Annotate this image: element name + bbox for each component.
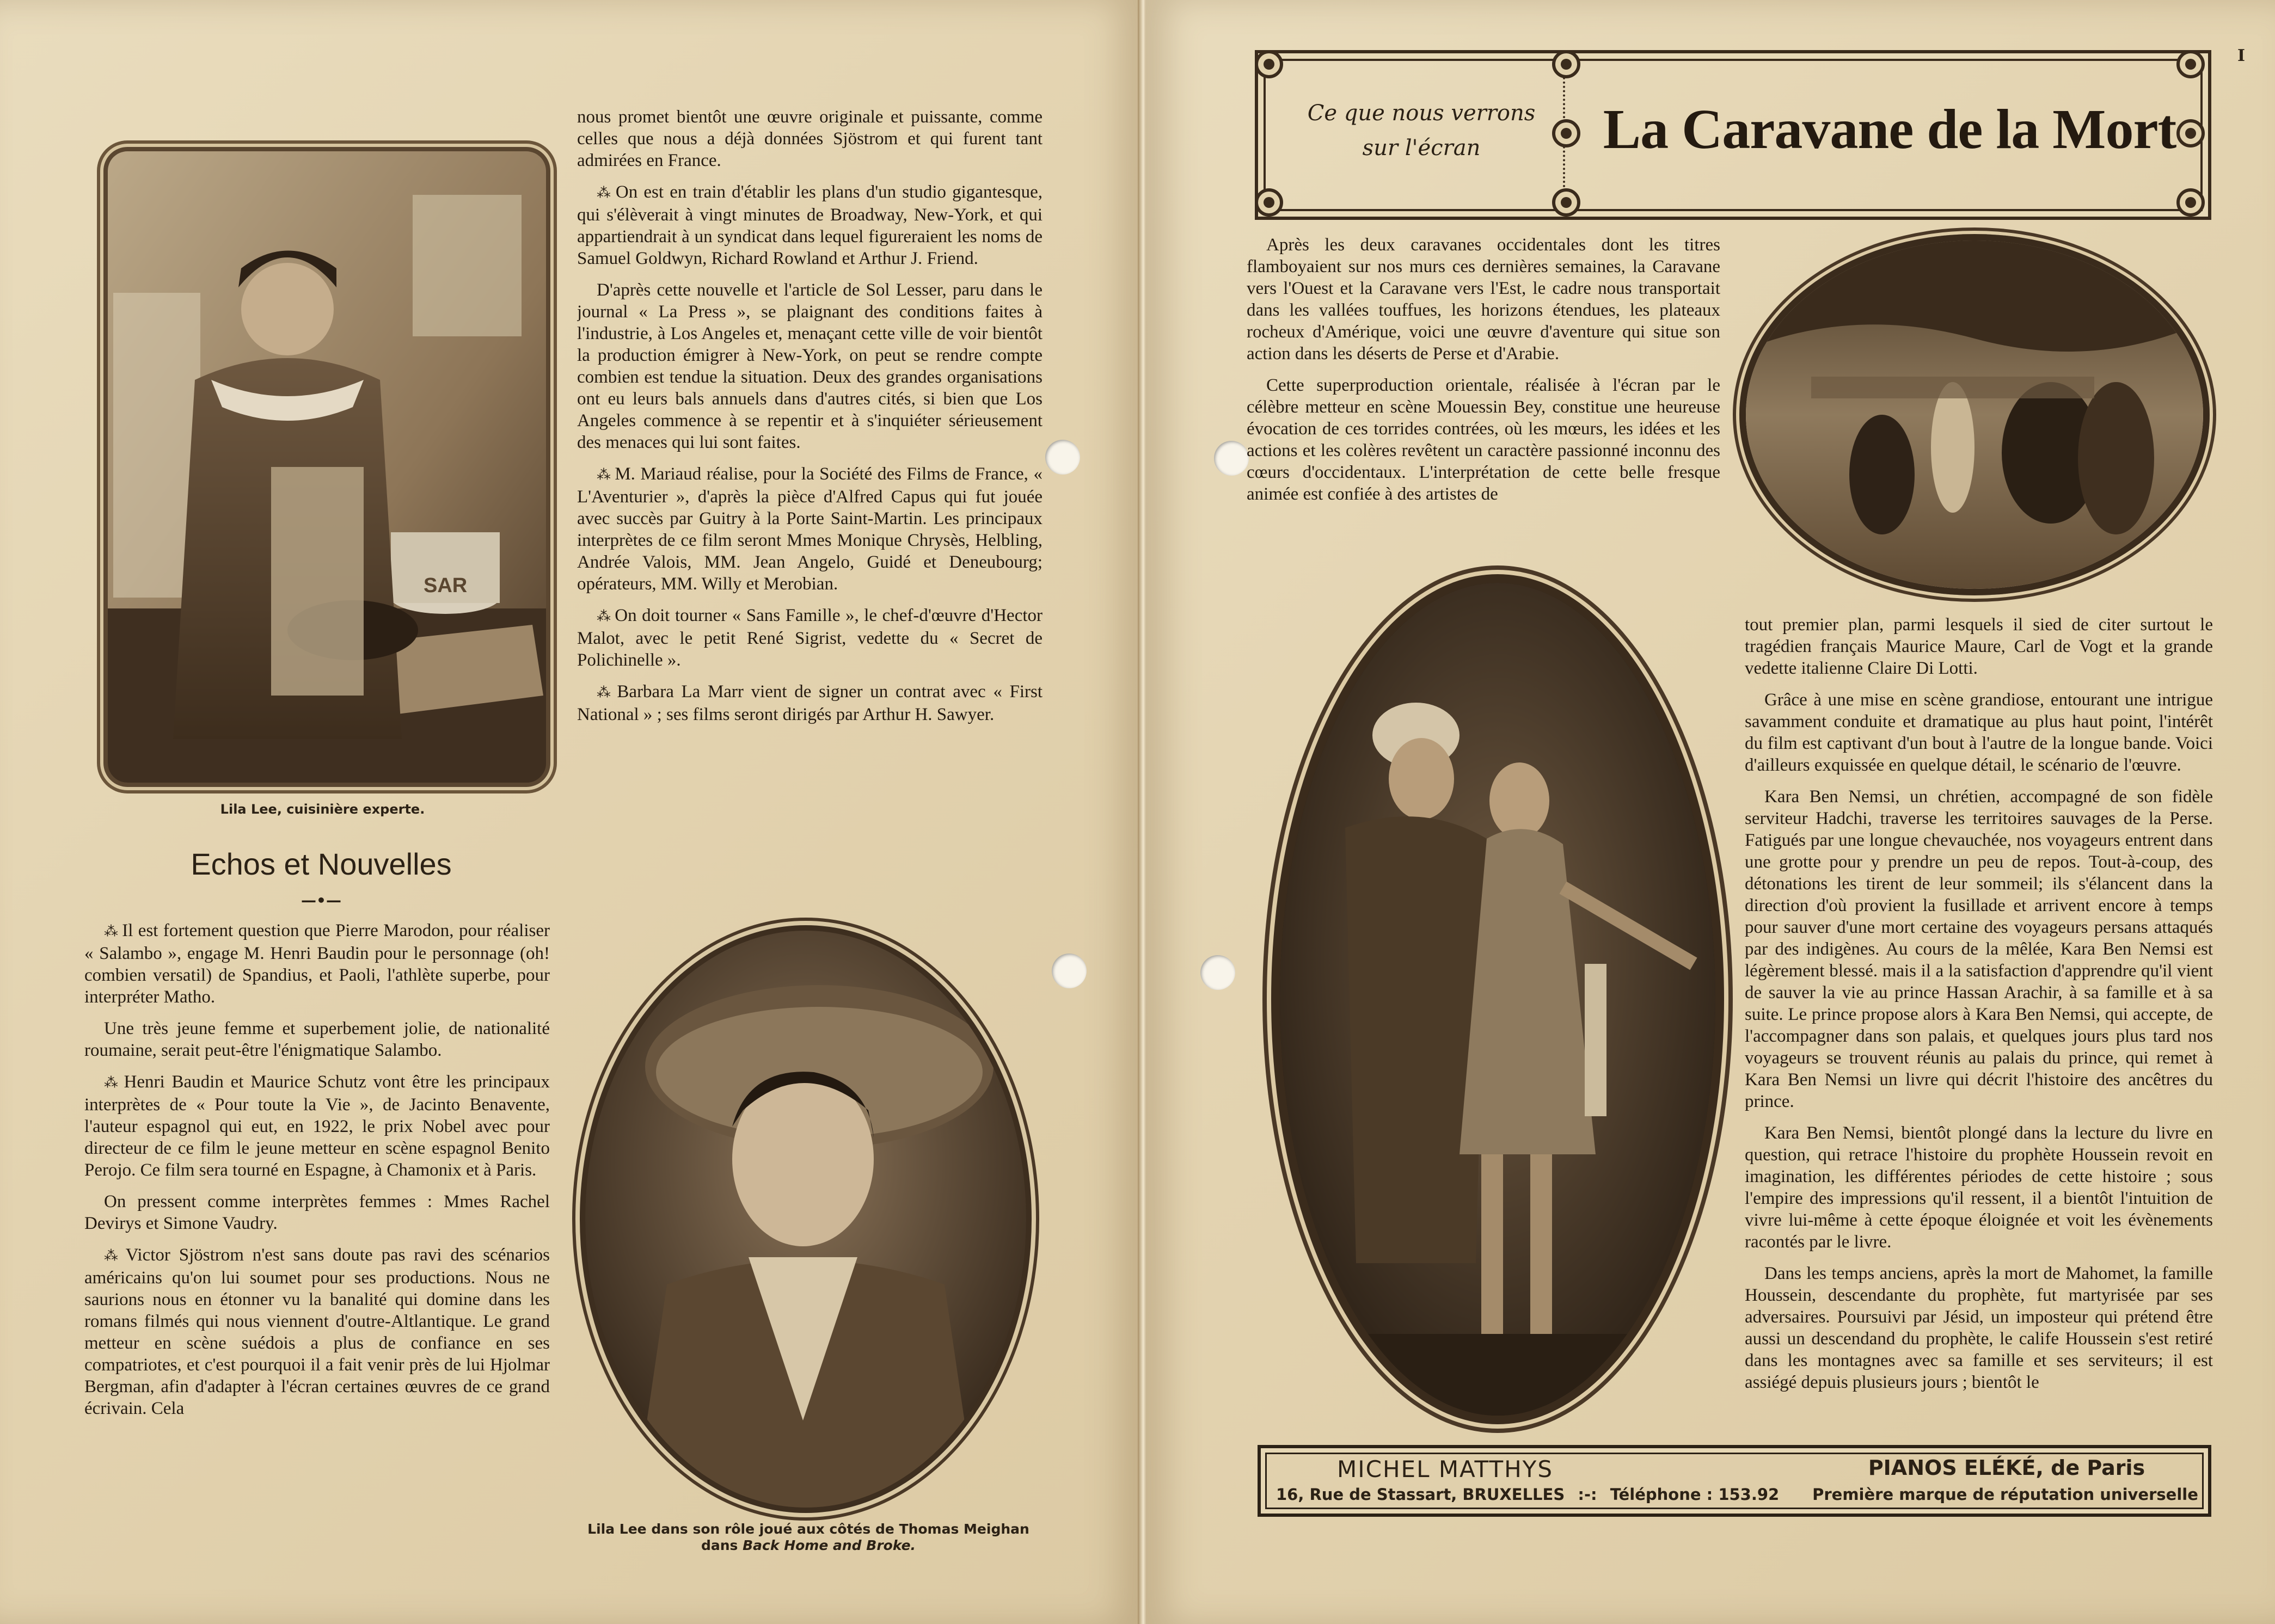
rosette-ornament — [2176, 50, 2205, 78]
punch-hole — [1045, 440, 1080, 475]
paragraph — [577, 106, 1043, 171]
asterism-icon: ⁂ — [597, 185, 611, 201]
paragraph — [577, 279, 1043, 453]
rosette-ornament — [1552, 50, 1580, 78]
paragraph-text: Dans les temps anciens, après la mort de Mahomet, la famille Houssein, descendante du prophète, fut martyrisée par ses adversaires. Poursuivi par Jésid, un imposteur qui prétend être aussi un descendand du prophète, le calife Houssein s'est retiré dans les montagnes avec sa famille et ses serviteurs; il est assiégé depuis plusieurs jours ; bientôt le — [1745, 1264, 2213, 1392]
paragraph — [84, 1191, 550, 1234]
asterism-icon: ⁂ — [597, 467, 611, 483]
paragraph — [577, 181, 1043, 269]
header-kicker-line1: Ce que nous verrons — [1307, 101, 1536, 126]
paragraph-text: Kara Ben Nemsi, un chrétien, accompagné de son fidèle serviteur Hadchi, traverse les territoires sauvages de la Perse. Fatigués par une longue chevauchée, nos voyageurs entrent dans une grotte pour y prendre un peu de repos. Tout-à-coup, des détonations les tirent de leur sommeil; ils s'élancent dans la direction d'où provient la fusillade et arrivent encore à temps pour sauver d'une mort certaine des voyageurs persans attaqués par des indigènes. Au cours de la mêlée, Kara Ben Nemsi est légèrement blessé. mais il a la satisfaction d'apprendre qu'il vient de sauver la vie au prince Hassan Arachir, à sa famille et à sa suite. Le prince propose alors à Kara Ben Nemsi, qui accepte, de l'accompagner dans son palais, et quelques jours plus tard nos voyageurs se trouvent réunis au palais du prince, qui remet à Kara Ben Nemsi un livre qui décrit l'histoire des ancêtres du prince. — [1745, 787, 2213, 1111]
rosette-ornament — [2176, 119, 2205, 147]
paragraph — [1745, 786, 2213, 1112]
ad-phone: Téléphone : 153.92 — [1610, 1485, 1780, 1504]
paragraph-text: Kara Ben Nemsi, bientôt plongé dans la lecture du livre en question, qui retrace l'histoire du prophète Houssein revoit en imagination, les différentes périodes de cette histoire ; sous l'empire des impressions qu'il ressent, il a bientôt l'intuition de vivre lui-même à cette époque éloignée et voit les évènements racontés par le livre. — [1745, 1123, 2213, 1252]
punch-hole — [1052, 954, 1087, 988]
asterism-icon: ⁂ — [104, 1075, 120, 1091]
photo1-caption: Lila Lee, cuisinière experte. — [220, 802, 425, 817]
paragraph-text: Victor Sjöstrom n'est sans doute pas ravi des scénarios américains qu'on lui soumet pour ses productions. Nous ne saurions nous en étonner vu la banalité qui domine dans les romans filmés qui nous viennent d'outre-Altlantique. Le grand metteur en scène suédois a plus de confiance en ses compatriotes, et c'est pourquoi il a fait venir près de lui Hjolmar Bergman, afin d'adapter à l'écran certaines œuvres de ce grand écrivain. Cela — [84, 1245, 550, 1418]
paragraph-text: nous promet bientôt une œuvre originale et puissante, comme celles que nous a déjà données Sjöstrom et qui furent tant admirées en France. — [577, 107, 1043, 170]
paragraph-text: Grâce à une mise en scène grandiose, entourant une intrigue savamment conduite et dramatique au plus haut point, l'intérêt du film est captivant d'un bout à l'autre de la longue bande. Voici d'ailleurs exquissée en quelque détail, le scénario de l'œuvre. — [1745, 690, 2213, 775]
asterism-icon: ⁂ — [597, 685, 613, 700]
paragraph — [84, 920, 550, 1008]
photo-caravan-scene — [1739, 234, 2210, 595]
photo-lila-lee-kitchen — [103, 147, 550, 787]
ad-address: 16, Rue de Stassart, BRUXELLES — [1276, 1485, 1565, 1504]
paragraph — [84, 1071, 550, 1181]
echos-column-2 — [577, 106, 1043, 895]
article-title: La Caravane de la Mort — [1603, 98, 2176, 161]
paragraph-text: On doit tourner « Sans Famille », le chef-d'œuvre d'Hector Malot, avec le petit René Sigrist, vedette du « Secret de Polichinelle ». — [577, 606, 1043, 670]
advertisement-box — [1258, 1445, 2211, 1517]
paragraph-text: Après les deux caravanes occidentales dont les titres flamboyaient sur nos murs ces dernières semaines, la Caravane vers l'Ouest et la Caravane vers l'Est, le cadre nous transportait dans les vallées touffues, les horizons étendues, les plateaux rocheux d'Amérique, voici une œuvre d'aventure qui situe son action dans les déserts de Perse et d'Arabie. — [1247, 235, 1720, 364]
asterism-icon: ⁂ — [104, 1248, 121, 1264]
ad-tagline: Première marque de réputation universelle — [1812, 1485, 2198, 1504]
header-kicker-line2: sur l'écran — [1362, 136, 1481, 161]
photo2-caption-line1: Lila Lee dans son rôle joué aux côtés de Thomas Meighan — [587, 1521, 1029, 1537]
article-main-column — [1745, 614, 2213, 1436]
photo-dancer-scene — [1271, 574, 1724, 1424]
paragraph-text: tout premier plan, parmi lesquels il sied de citer surtout le tragédien français Maurice Maure, Carl de Vogt et la grande vedette italienne Claire Di Lotti. — [1745, 615, 2213, 678]
photo-lila-lee-portrait — [580, 925, 1032, 1513]
photo2-caption-prefix: dans — [701, 1537, 743, 1553]
page-mark: I — [2237, 46, 2246, 65]
paragraph-text: Henri Baudin et Maurice Schutz vont être les principaux interprètes de « Pour toute la Vie », de Jacinto Benavente, l'auteur espagnol qui eut, en 1922, le prix Nobel avec pour directeur de ce film le jeune metteur en scène espagnol Benito Perojo. Ce film sera tourné en Espagne, à Chamonix et à Paris. — [84, 1072, 550, 1180]
paragraph — [577, 605, 1043, 671]
echos-ornament: —•— — [301, 891, 341, 909]
punch-hole — [1214, 441, 1249, 476]
article-intro-column — [1247, 234, 1720, 550]
echos-column-1 — [84, 920, 550, 1546]
paragraph-text: On pressent comme interprètes femmes : Mmes Rachel Devirys et Simone Vaudry. — [84, 1192, 550, 1233]
portrait-photo-image — [585, 931, 1026, 1508]
ad-separator: :-: — [1578, 1485, 1597, 1504]
jar-label: SAR — [424, 574, 468, 597]
paragraph — [1247, 234, 1720, 365]
dancer-photo-image — [1280, 583, 1715, 1416]
paragraph — [84, 1244, 550, 1419]
rosette-ornament — [1255, 50, 1283, 78]
rosette-ornament — [1255, 188, 1283, 217]
paragraph — [1745, 1122, 2213, 1253]
paragraph — [84, 1018, 550, 1061]
asterism-icon: ⁂ — [104, 924, 118, 939]
rosette-ornament — [1552, 119, 1580, 147]
photo2-caption-film-title: Back Home and Broke. — [743, 1537, 916, 1553]
paragraph — [1745, 614, 2213, 679]
caravan-photo-image — [1746, 241, 2203, 589]
paragraph-text: Il est fortement question que Pierre Marodon, pour réaliser « Salambo », engage M. Henri Baudin pour le personnage (oh! combien versatil) de Spandius, et Paoli, l'athlète superbe, pour interpréter Matho. — [84, 921, 550, 1007]
kitchen-photo-image — [108, 151, 546, 783]
paragraph-text: Barbara La Marr vient de signer un contrat avec « First National » ; ses films seront dirigés par Arthur H. Sawyer. — [577, 682, 1043, 724]
paragraph-text: D'après cette nouvelle et l'article de Sol Lesser, paru dans le journal « La Press », se plaignant des conditions faites à l'industrie, à Los Angeles et, menaçant cette ville de voir bientôt la production émigrer à New-York, on peut se rendre compte combien est tendue la situation. Deux des grandes organisations ont eu leurs bals annuels dans d'autres cités, si bien que Los Angeles commence à se repentir et à s'inquiéter sérieusement des menaces qui lui sont faites. — [577, 280, 1043, 452]
paragraph — [577, 681, 1043, 725]
paragraph — [1247, 374, 1720, 505]
paragraph — [1745, 1263, 2213, 1393]
paragraph-text: On est en train d'établir les plans d'un studio gigantesque, qui s'élèverait à vingt minutes de Broadway, New-York, et qui appartiendrait à un syndicat dans lequel figureraient les noms de Samuel Goldwyn, Richard Rowland et Arthur J. Friend. — [577, 182, 1043, 268]
echos-title: Echos et Nouvelles — [191, 847, 452, 881]
article-header — [1255, 50, 2211, 220]
ad-brand: PIANOS ELÉKÉ, de Paris — [1868, 1456, 2145, 1480]
paragraph-text: Une très jeune femme et superbement jolie, de nationalité roumaine, serait peut-être l'énigmatique Salambo. — [84, 1019, 550, 1060]
paragraph-text: M. Mariaud réalise, pour la Société des Films de France, « L'Aventurier », d'après la pièce d'Alfred Capus qui fut jouée avec succès par Guitry à la Porte Saint-Martin. Les principaux interprètes de ce film seront Mmes Monique Chrysès, Helbling, Andrée Valois, MM. Jean Angelo, Guidé et Deneubourg; opérateurs, MM. Willy et Merobian. — [577, 464, 1043, 594]
photo2-caption — [563, 1521, 1053, 1554]
paragraph-text: Cette superproduction orientale, réalisée à l'écran par le célèbre metteur en scène Mouessin Bey, constitue une heureuse évocation de ces torrides contrées, où les mœurs, les idées et les actions et les colères revêtent un caractère passionné inconnu des cœurs d'occidentaux. L'interprétation de cette belle fresque animée est confiée à des artistes de — [1247, 376, 1720, 504]
rosette-ornament — [1552, 188, 1580, 217]
punch-hole — [1200, 955, 1235, 990]
paragraph — [1745, 689, 2213, 776]
ad-name: MICHEL MATTHYS — [1337, 1456, 1553, 1482]
rosette-ornament — [2176, 188, 2205, 217]
paragraph — [577, 463, 1043, 595]
asterism-icon: ⁂ — [597, 608, 611, 624]
